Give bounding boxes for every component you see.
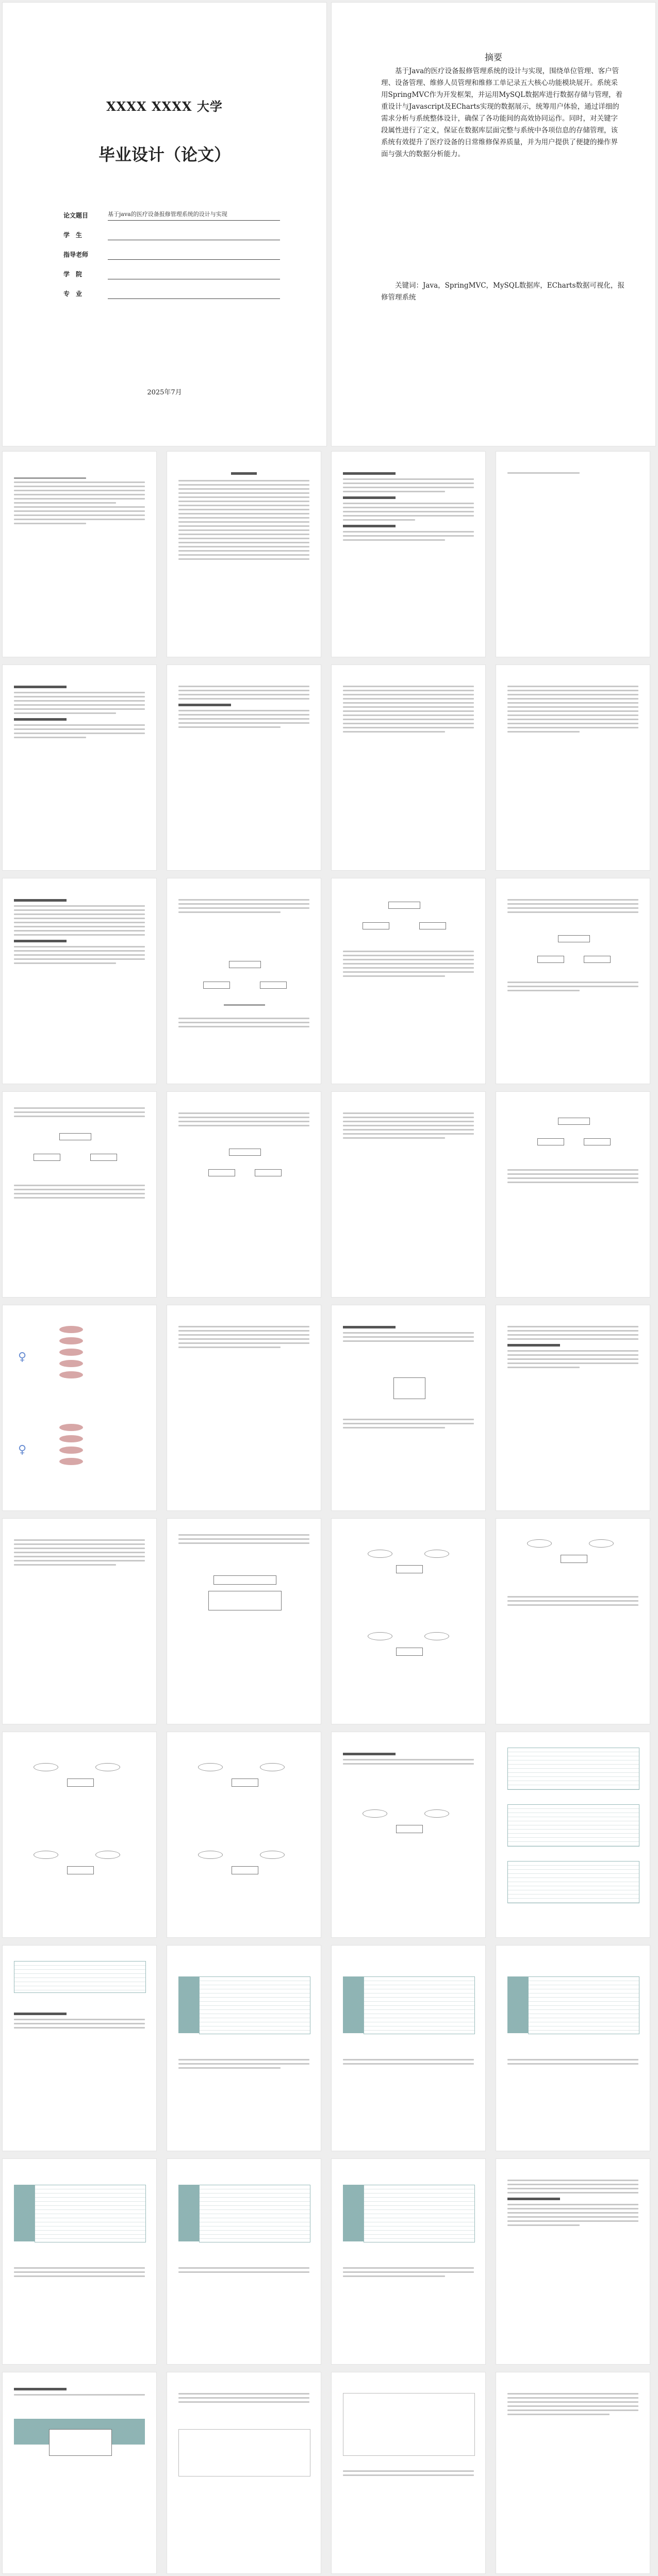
screenshot-table xyxy=(364,2185,475,2242)
module-diagram xyxy=(213,1575,276,1585)
university-name: XXXX XXXX 大学 xyxy=(106,99,223,114)
screenshot-table xyxy=(528,1976,639,2034)
thumbnail-page xyxy=(496,1946,650,2151)
tree-diagram xyxy=(229,961,261,968)
screenshot-sidebar xyxy=(178,1976,199,2033)
data-table xyxy=(507,1748,639,1790)
module-diagram xyxy=(208,1591,282,1610)
thumbnail-page xyxy=(167,878,321,1084)
thumbnail-page xyxy=(167,1946,321,2151)
screenshot-sidebar xyxy=(14,2185,35,2241)
thumbnail-page xyxy=(3,2372,156,2573)
thumbnail-page xyxy=(496,665,650,870)
thumbnail-page xyxy=(3,1305,156,1510)
tree-diagram xyxy=(558,1118,590,1125)
thumbnail-page xyxy=(3,452,156,657)
cover-field-value xyxy=(108,229,280,240)
thumbnail-page xyxy=(332,1732,485,1937)
screenshot-table xyxy=(35,2185,146,2242)
thumbnail-page xyxy=(332,452,485,657)
data-table xyxy=(14,1961,146,1993)
cover-field-major xyxy=(63,287,280,302)
tree-diagram xyxy=(537,956,564,963)
thumbnail-page xyxy=(496,1092,650,1297)
cover-field-label: 论文题目 xyxy=(63,212,89,219)
cover-field-value xyxy=(108,269,280,279)
cover-date: 2025年7月 xyxy=(147,389,182,396)
thumbnail-page xyxy=(496,452,650,657)
cover-field-student xyxy=(63,228,280,243)
tree-diagram xyxy=(260,982,287,989)
cover-field-label: 学 院 xyxy=(63,271,83,278)
thumbnail-page xyxy=(332,2159,485,2364)
flow-diagram xyxy=(393,1377,425,1399)
tree-diagram xyxy=(90,1154,117,1161)
thumbnail-page xyxy=(332,1305,485,1510)
tree-diagram xyxy=(558,935,590,942)
code-screenshot xyxy=(343,2393,475,2456)
tree-diagram xyxy=(584,956,611,963)
actor-icon: ♀ xyxy=(18,1443,27,1456)
thumbnail-page xyxy=(3,665,156,870)
cover-field-value xyxy=(108,249,280,260)
tree-diagram xyxy=(584,1138,611,1145)
actor-icon: ♀ xyxy=(18,1351,27,1364)
screenshot-sidebar xyxy=(343,2185,364,2241)
abstract-heading: 摘要 xyxy=(485,53,502,63)
thumbnail-page xyxy=(3,2159,156,2364)
screenshot-table xyxy=(199,1976,310,2034)
screenshot-sidebar xyxy=(343,1976,364,2033)
thesis-type-title: 毕业设计（论文） xyxy=(98,145,231,164)
thumbnail-page xyxy=(496,878,650,1084)
screenshot-table xyxy=(199,2185,310,2242)
abstract-body: 基于Java的医疗设备报修管理系统的设计与实现，围绕单位管理、客户管理、设备管理、维修人员管理和维修工单记录五大核心功能模块展开。系统采用SpringMVC作为开发框架，并运用MySQL数据库进行数据存储与管理，着重设计与Javascript及ECharts实现的数据展示，统筹用户体验，通过详细的需求分析与系统整体设计，确保了各功能间的高效协同运作。同时，对关键字段属性进行了定义，保证在数据库层面完整与系统中各项信息的存储管理，该系统有效提升了医疗设备的日常维修保养质量，并为用户提供了便捷的操作界面与强大的数据分析能力。 xyxy=(381,67,623,158)
thumbnail-page xyxy=(332,1519,485,1724)
abstract-page xyxy=(332,3,655,446)
thumbnail-page xyxy=(3,1519,156,1724)
thumbnail-page xyxy=(167,1519,321,1724)
thumbnail-page xyxy=(167,452,321,657)
thumbnail-page xyxy=(496,2372,650,2573)
abstract-keywords: 关键词：Java，SpringMVC，MySQL数据库，ECharts数据可视化，报修管理系统 xyxy=(381,281,624,302)
thumbnail-page xyxy=(332,2372,485,2573)
thumbnail-page xyxy=(167,2372,321,2573)
thumbnail-page xyxy=(167,665,321,870)
cover-field-label: 专 业 xyxy=(63,290,83,297)
thumbnail-page xyxy=(332,878,485,1084)
tree-diagram xyxy=(229,1149,261,1156)
thumbnail-page xyxy=(167,1732,321,1937)
thumbnail-page xyxy=(496,2159,650,2364)
tree-diagram xyxy=(34,1154,60,1161)
thumbnail-page xyxy=(3,1092,156,1297)
tree-diagram xyxy=(388,902,420,909)
thumbnail-page xyxy=(3,878,156,1084)
screenshot-sidebar xyxy=(178,2185,199,2241)
tree-diagram xyxy=(255,1169,282,1176)
tree-diagram xyxy=(203,982,230,989)
thumbnail-page xyxy=(496,1732,650,1937)
thumbnail-page xyxy=(167,1305,321,1510)
tree-diagram xyxy=(59,1133,91,1140)
thumbnail-page xyxy=(167,1092,321,1297)
cover-field-label: 指导老师 xyxy=(63,251,89,258)
tree-diagram xyxy=(208,1169,235,1176)
cover-field-value: 基于java的医疗设备报修管理系统的设计与实现 xyxy=(108,210,280,221)
cover-field-value xyxy=(108,288,280,299)
cover-field-title xyxy=(63,209,280,223)
thumbnail-page xyxy=(332,665,485,870)
screenshot-table xyxy=(364,1976,475,2034)
screenshot-sidebar xyxy=(507,1976,528,2033)
cover-page xyxy=(3,3,326,446)
thumbnail-page xyxy=(332,1092,485,1297)
data-table xyxy=(507,1861,639,1903)
thumbnail-page xyxy=(167,2159,321,2364)
thumbnail-page xyxy=(332,1946,485,2151)
data-table xyxy=(507,1804,639,1847)
cover-field-label: 学 生 xyxy=(63,231,83,239)
cover-field-advisor xyxy=(63,248,280,262)
thumbnail-page xyxy=(496,1519,650,1724)
code-screenshot xyxy=(178,2429,310,2477)
login-form xyxy=(49,2429,112,2456)
thumbnail-page xyxy=(496,1305,650,1510)
cover-field-college xyxy=(63,268,280,282)
thumbnail-page xyxy=(3,1946,156,2151)
thumbnail-page xyxy=(3,1732,156,1937)
tree-diagram xyxy=(537,1138,564,1145)
tree-diagram xyxy=(363,922,389,929)
tree-diagram xyxy=(419,922,446,929)
